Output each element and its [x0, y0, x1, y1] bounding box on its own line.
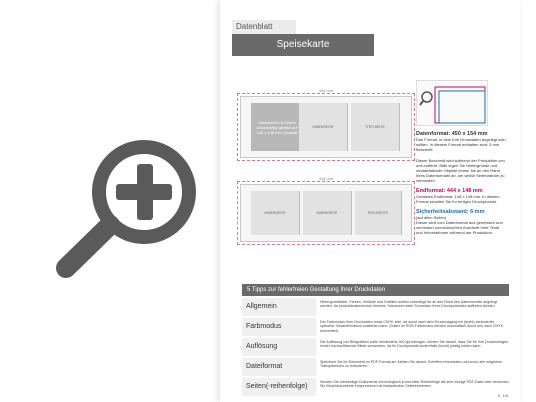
tip-label: Seiten(-reihenfolge)	[242, 378, 316, 396]
datenformat-heading: Datenformat: 450 x 154 mm	[416, 131, 488, 137]
tip-text: Speichern Sie Ihr Dokument im PDF-Format ab. Achten Sie darauf, Schriften einzubetten und zuvor alle möglichen Transparenzen zu reduzieren.	[320, 360, 503, 369]
layout-diagram-2	[240, 176, 412, 242]
endformat-heading: Endformat: 444 x 148 mm	[416, 188, 483, 194]
endformat-text: Gefalztes Endformat: 148 x 148 mm. In diesem Format erhalten Sie Ihr fertiges Druckprodukt.	[416, 194, 500, 204]
zoom-small-icon	[422, 92, 432, 102]
panel-innenseite: INNENSEITE	[251, 191, 300, 235]
tip-row	[242, 298, 509, 316]
dimension-label: 454 mm	[318, 88, 334, 93]
tip-label: Dateiformat	[242, 358, 316, 376]
tip-text: Die Auflösung von Bildgrafiken sollte mindestens 300 dpi betragen. Achten Sie darauf, dass Sie für Ihre Druckvorlagen immer hochauflösende Bilder verwenden, da Ihr Druckprodukt andernfalls (leicht) pixelig wirken kann.	[320, 340, 509, 349]
layout-diagram-1	[240, 88, 412, 158]
sicherheit-heading: Sicherheitsabstand: 6 mm	[416, 209, 485, 215]
sicherheit-sub: (auf allen Seiten)	[416, 215, 447, 220]
beschnitt-text: Dieser Beschnitt wird während der Produktion von uns entfernt. Bitte legen Sie Hintergründe und randabfallende Objekte immer bis an den Rand Ihres Datenformats an, um weiße Seitenränder zu vermeiden.	[416, 158, 505, 183]
tip-text: Der Farbmodus Ihrer Druckdaten muss CMYK sein, da sonst nach dem Druckvorgang ein (leicht) veränderter, optischer Gesamteindruck entstehen kann. (Daten im RGB-Farbmodus werden automatisch durch uns nach CMYK konvertiert).	[320, 320, 504, 333]
tip-label: Allgemein	[242, 298, 316, 316]
tip-label: Auflösung	[242, 338, 316, 356]
panel-innenseite: INNENSEITE	[303, 191, 352, 235]
tip-row	[242, 358, 509, 376]
tip-row	[242, 338, 509, 356]
panel-rueckseite: RÜCKSEITE	[355, 191, 402, 235]
format-preview	[416, 80, 488, 126]
tips-heading: 5 Tipps zur fehlerfreien Gestaltung Ihrer Druckdaten	[242, 284, 509, 296]
panel-satzbereich: Satzbereich A-Seiten Zickzackfalz gefalzt auf 148 x 148 mm Quadrat	[251, 103, 304, 151]
tip-text: Senden Sie mehrseitige Dokumente chronologisch in korrekter Reihenfolge als eine einzige PDF-Datei oder benennen Sie Einzeldokumente entsprechend mit fortlaufenden Seitennummern.	[320, 380, 509, 389]
datasheet-page	[220, 0, 520, 402]
dimension-label: 444 mm	[318, 176, 334, 181]
tip-text: Hintergrundbilder, Farben, Verläufe und Grafiken sollten unbedingt bis an den Rand des Datenformats angelegt werden, da produktionstechnisch kleinere Toleranzen beim Schneiden Ihres Druckproduktes auftreten können.	[320, 300, 498, 309]
corner-diagram	[417, 81, 487, 125]
datasheet-label: Datenblatt	[232, 20, 296, 34]
page-number: S. 1/8	[497, 393, 508, 398]
datenformat-text: Das Format, in dem Ihre Druckdaten angelegt sein sollten. In diesem Format enthalten sind: 3 mm Beschnitt.	[416, 137, 506, 152]
sicherheit-text: Dieser wird vom Datenformat aus gemessen und verhindert unerwünschten Anschnitt Ihrer Texte und Informationen während der Produktion.	[416, 220, 503, 235]
panel-titelseite: TITELSEITE	[351, 103, 400, 151]
zoom-in-icon[interactable]	[42, 130, 212, 280]
tip-label: Farbmodus	[242, 318, 316, 336]
page-title: Speisekarte	[232, 34, 374, 56]
tip-row	[242, 318, 509, 336]
format-notes	[416, 132, 506, 235]
panel-innenseite: INNENSEITE	[299, 103, 348, 151]
tip-row	[242, 378, 509, 396]
